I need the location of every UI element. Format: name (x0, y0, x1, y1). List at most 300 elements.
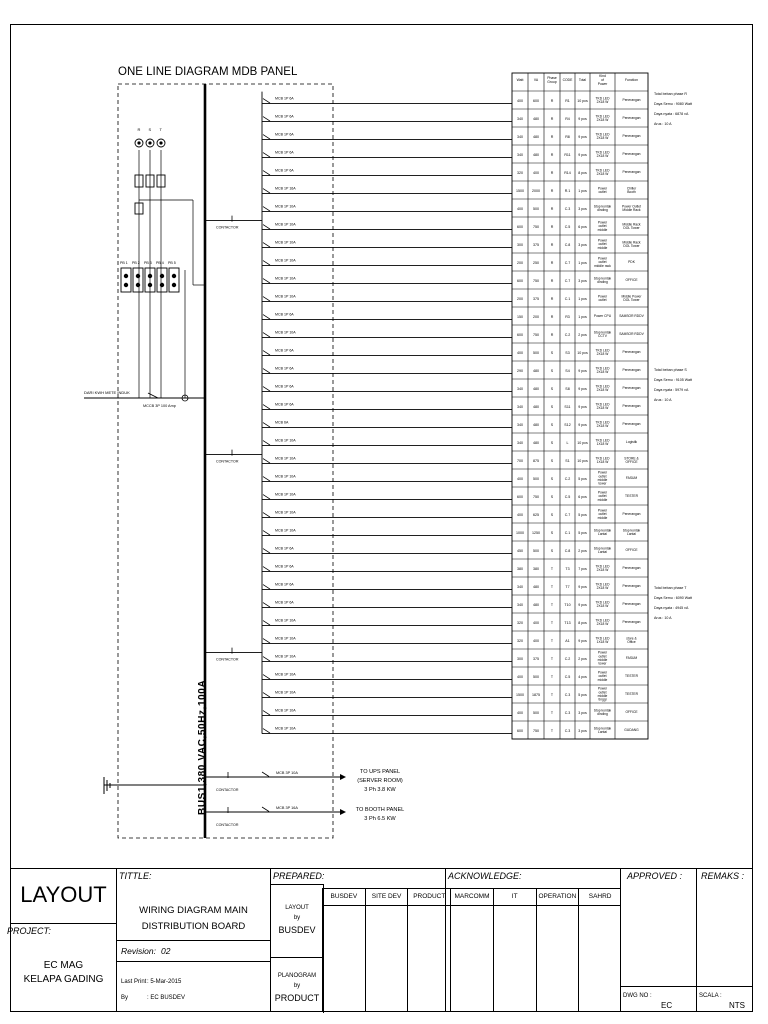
table-cell-32-5: Power outlet middle (597, 670, 608, 682)
feeder-breaker-14: MCB 1P 6A (275, 348, 294, 353)
table-cell-22-6: TESTER (624, 494, 639, 499)
table-cell-5-4: 1 pcs (578, 188, 587, 193)
table-cell-7-3: C.5 (564, 224, 571, 229)
pb-label-5: PB 5 (168, 261, 176, 265)
table-cell-2-0: 340 (517, 134, 523, 139)
table-cell-26-2: T (550, 566, 554, 571)
table-cell-11-3: C.1 (564, 296, 571, 301)
table-cell-15-1: 480 (533, 368, 539, 373)
dwg-label: DWG NO : (623, 993, 652, 999)
table-cell-24-4: 5 pcs (578, 530, 587, 535)
table-cell-29-4: 8 pcs (578, 620, 587, 625)
table-cell-2-4: 9 pcs (578, 134, 587, 139)
table-cell-30-2: T (550, 638, 554, 643)
table-cell-20-0: 700 (517, 458, 523, 463)
pb-box-5 (169, 268, 179, 292)
load-table (512, 73, 648, 739)
table-cell-32-2: T (550, 674, 554, 679)
table-header-6-0: Function (624, 78, 639, 82)
table-cell-31-5: Power outlet middle tower (597, 650, 608, 666)
table-cell-0-6: Penerangan (622, 98, 641, 103)
table-cell-16-1: 480 (533, 386, 539, 391)
phase-note-1-2: Daya nyata : 5979 vA (654, 388, 689, 392)
feeder-breaker-19: MCB 1P 10A (275, 438, 296, 443)
feeder-switch-30 (263, 639, 270, 644)
feeder-switch-35 (263, 729, 270, 734)
table-cell-25-1: 500 (533, 548, 539, 553)
table-cell-8-5: Power outlet middle (597, 238, 608, 250)
table-cell-34-2: T (550, 710, 554, 715)
table-cell-27-3: T7 (565, 584, 570, 589)
remaks-label: REMAKS : (701, 871, 745, 881)
table-cell-15-4: 9 pcs (578, 368, 587, 373)
table-header-5-0: Kind (599, 74, 606, 78)
table-cell-21-3: C.2 (564, 476, 571, 481)
feeder-breaker-16: MCB 1P 6A (275, 384, 294, 389)
table-cell-26-6: Penerangan (622, 566, 641, 571)
table-cell-21-6: FASUM (625, 476, 638, 481)
ack-col-label-6: SAHRD (579, 889, 621, 906)
table-cell-34-5: Stop kontak dinding (593, 708, 612, 716)
table-cell-16-2: S (550, 386, 554, 391)
feeder-switch-23 (263, 513, 270, 518)
table-cell-29-2: T (550, 620, 554, 625)
table-cell-8-6: Middle Rack DOL Tower (622, 240, 641, 248)
table-cell-24-2: S (550, 530, 554, 535)
table-cell-7-1: 750 (533, 224, 539, 229)
table-cell-7-5: Power outlet middle (597, 220, 608, 232)
table-cell-18-0: 340 (517, 422, 523, 427)
project-label: PROJECT: (7, 926, 51, 936)
booth-breaker-label: MCB 3P 16A (276, 806, 298, 810)
ground-symbol (104, 777, 205, 794)
table-cell-24-1: 1250 (532, 530, 540, 535)
pb-box-4 (157, 268, 167, 292)
table-cell-29-0: 320 (517, 620, 523, 625)
feeder-breaker-8: MCB 1P 10A (275, 240, 296, 245)
table-cell-18-6: Penerangan (622, 422, 641, 427)
feeder-switch-18 (263, 423, 270, 428)
incoming-breaker-switch (148, 393, 158, 398)
table-header-5-2: Power (597, 82, 608, 86)
table-cell-13-1: 750 (533, 332, 539, 337)
table-cell-16-5: TKD LED 2X18 W (595, 384, 610, 392)
feeder-breaker-7: MCB 1P 10A (275, 222, 296, 227)
contactor-label-1: CONTACTOR (216, 459, 239, 464)
table-cell-11-4: 1 pcs (578, 296, 587, 301)
pb-label-2: PB 2 (132, 261, 140, 265)
table-cell-4-5: TKD LED 2X18 W (595, 168, 610, 176)
prepared-layout-line-1: LAYOUT (285, 905, 309, 911)
table-cell-7-0: 600 (517, 224, 523, 229)
table-cell-28-2: T (550, 602, 554, 607)
diagram-title: ONE LINE DIAGRAM MDB PANEL (118, 66, 298, 78)
table-cell-9-4: 1 pcs (578, 260, 587, 265)
pb-contact-top-4 (160, 274, 164, 278)
ack-col-5 (536, 888, 579, 1012)
feeder-breaker-22: MCB 1P 10A (275, 492, 296, 497)
phase-note-1-3: Arus : 10 A (654, 398, 672, 402)
feeder-breaker-5: MCB 1P 16A (275, 186, 296, 191)
table-cell-11-2: R (550, 296, 554, 301)
feeder-breaker-6: MCB 1P 10A (275, 204, 296, 209)
table-cell-9-0: 200 (517, 260, 523, 265)
table-cell-14-2: S (550, 350, 554, 355)
table-cell-29-3: T13 (564, 620, 571, 625)
table-cell-24-3: C.1 (564, 530, 571, 535)
feeder-switch-32 (263, 675, 270, 680)
table-cell-25-5: Stop kontak Lantai (593, 546, 612, 554)
table-cell-19-3: L (566, 440, 569, 445)
ack-col-label-3: MARCOMM (451, 889, 493, 906)
table-cell-17-0: 340 (517, 404, 523, 409)
ups-breaker-label: MCB 3P 10A (276, 771, 298, 775)
table-cell-34-0: 400 (517, 710, 523, 715)
table-cell-34-1: 500 (533, 710, 539, 715)
table-cell-3-1: 480 (533, 152, 539, 157)
table-header-5-1: of (601, 78, 604, 82)
phase-lamp-dot-R (137, 141, 140, 144)
pb-contact-bottom-1 (124, 283, 128, 287)
phase-label-T: T (159, 127, 162, 132)
project-name-line-1: EC MAG (43, 960, 84, 971)
feeder-switch-8 (263, 243, 270, 248)
table-cell-22-3: C.5 (564, 494, 571, 499)
table-cell-23-5: Power outlet middle (597, 508, 608, 520)
prepared-divider (271, 957, 323, 958)
table-cell-33-3: C.3 (564, 692, 571, 697)
feeder-breaker-3: MCB 1P 6A (275, 150, 294, 155)
table-cell-30-3: A1 (565, 638, 570, 643)
table-cell-1-1: 480 (533, 116, 539, 121)
feeder-switch-3 (263, 153, 270, 158)
scala-label: SCALA : (699, 993, 722, 999)
feeder-breaker-2: MCB 1P 6A (275, 132, 294, 137)
ack-col-0 (322, 888, 365, 1012)
table-cell-3-4: 9 pcs (578, 152, 587, 157)
feeder-switch-29 (263, 621, 270, 626)
table-cell-4-1: 400 (533, 170, 539, 175)
feeder-breaker-32: MCB 1P 10A (275, 672, 296, 677)
table-cell-20-6: STORE & OFFICE (624, 456, 639, 464)
dwg-divider (620, 986, 753, 987)
table-cell-33-0: 1500 (516, 692, 524, 697)
table-cell-20-1: 875 (533, 458, 539, 463)
table-cell-32-6: TESTER (624, 674, 639, 679)
feeder-switch-10 (263, 279, 270, 284)
table-cell-12-5: Power CPU (593, 314, 612, 319)
feeder-switch-11 (263, 297, 270, 302)
revision-label: Revision: (121, 946, 156, 956)
feeder-breaker-13: MCB 1P 10A (275, 330, 296, 335)
layout-cell (10, 868, 117, 924)
layout-title: LAYOUT (20, 882, 107, 907)
phase-note-0-0: Total beban phase R (654, 92, 687, 96)
table-header-2-1: Group (547, 80, 557, 84)
table-cell-19-5: TKD LED 1X18 W (595, 438, 610, 446)
feeder-switch-22 (263, 495, 270, 500)
feeder-breaker-27: MCB 1P 6A (275, 582, 294, 587)
table-cell-14-6: Penerangan (622, 350, 641, 355)
title-line-1: WIRING DIAGRAM MAIN (139, 905, 248, 916)
table-cell-32-3: C.5 (564, 674, 571, 679)
prepared-label: PREPARED: (273, 871, 325, 881)
feeder-breaker-33: MCB 1P 10A (275, 690, 296, 695)
table-cell-14-5: TKD LED 2X18 W (595, 348, 610, 356)
ack-columns (322, 888, 621, 1012)
table-cell-27-2: T (550, 584, 554, 589)
table-cell-34-4: 3 pcs (578, 710, 587, 715)
table-cell-26-3: T3 (565, 566, 570, 571)
table-cell-1-5: TKD LED 2X18 W (595, 114, 610, 122)
feeder-switch-7 (263, 225, 270, 230)
prepared-plano-line-2: by (293, 983, 301, 989)
booth-text-0: TO BOOTH PANEL (355, 807, 405, 813)
ack-col-6 (578, 888, 621, 1012)
table-cell-21-0: 400 (517, 476, 523, 481)
feeder-switch-13 (263, 333, 270, 338)
feeder-breaker-1: MCB 1P 6A (275, 114, 294, 119)
feeder-breaker-28: MCB 1P 6A (275, 600, 294, 605)
table-cell-6-5: Stop kontak dinding (593, 204, 612, 212)
feeder-switch-17 (263, 405, 270, 410)
table-cell-22-0: 600 (517, 494, 523, 499)
table-cell-18-1: 480 (533, 422, 539, 427)
feeder-breaker-4: MCB 1P 6A (275, 168, 294, 173)
table-cell-5-1: 2000 (532, 188, 540, 193)
table-cell-5-3: R.1 (564, 188, 571, 193)
table-cell-10-5: Stop kontak dinding (593, 276, 612, 284)
table-cell-4-4: 8 pcs (578, 170, 587, 175)
table-cell-2-6: Penerangan (622, 134, 641, 139)
table-cell-11-5: Power outlet (597, 294, 608, 302)
table-cell-17-1: 480 (533, 404, 539, 409)
feeder-switch-20 (263, 459, 270, 464)
table-cell-33-2: T (550, 692, 554, 697)
table-cell-14-0: 400 (517, 350, 523, 355)
table-cell-10-6: OFFICE (625, 278, 638, 283)
last-print-label: Last Print (121, 979, 147, 985)
prepared-sub-column (271, 884, 324, 1013)
table-cell-13-2: R (550, 332, 554, 337)
table-cell-19-4: 10 pcs (577, 440, 588, 445)
table-cell-26-1: 380 (533, 566, 539, 571)
feeder-switch-19 (263, 441, 270, 446)
prepared-layout-line-2: by (293, 915, 301, 921)
table-cell-28-0: 340 (517, 602, 523, 607)
ack-col-label-5: OPERATION (537, 889, 579, 906)
feeder-breaker-25: MCB 1P 6A (275, 546, 294, 551)
table-cell-1-6: Penerangan (622, 116, 641, 121)
last-print-value: : 5-Mar-2015 (147, 979, 182, 985)
table-cell-6-4: 3 pcs (578, 206, 587, 211)
booth-text-1: 3 Ph 6.5 KW (364, 816, 396, 822)
table-cell-11-0: 200 (517, 296, 523, 301)
table-cell-18-5: TKD LED 2X18 W (595, 420, 610, 428)
approved-label: APPROVED : (627, 871, 683, 881)
table-cell-1-2: R (550, 116, 554, 121)
feeder-switch-31 (263, 657, 270, 662)
table-cell-1-4: 9 pcs (578, 116, 587, 121)
feeder-breaker-15: MCB 1P 6A (275, 366, 294, 371)
table-cell-35-4: 3 pcs (578, 728, 587, 733)
ack-col-label-2: PRODUCT (408, 889, 450, 906)
bus-label: BUS1,380 VAC,50Hz,100A (197, 679, 208, 815)
table-cell-23-0: 400 (517, 512, 523, 517)
feeder-switch-16 (263, 387, 270, 392)
table-cell-21-5: Power outlet middle tower (597, 470, 608, 486)
table-cell-6-1: 500 (533, 206, 539, 211)
table-cell-25-4: 2 pcs (578, 548, 587, 553)
table-cell-16-3: S8 (565, 386, 570, 391)
table-cell-5-0: 1500 (516, 188, 524, 193)
incoming-breaker-label: MCCB 3P 100 Amp (143, 404, 176, 408)
dwg-value: EC (661, 1001, 673, 1010)
table-cell-14-1: 500 (533, 350, 539, 355)
feeder-switch-21 (263, 477, 270, 482)
table-cell-1-0: 340 (517, 116, 523, 121)
contactor-label-2: CONTACTOR (216, 657, 239, 662)
feeder-switch-28 (263, 603, 270, 608)
table-cell-27-4: 9 pcs (578, 584, 587, 589)
table-cell-12-0: 150 (517, 314, 523, 319)
table-cell-15-2: S (550, 368, 554, 373)
table-cell-22-1: 750 (533, 494, 539, 499)
phase-lamp-dot-T (159, 141, 162, 144)
feeder-circuits (262, 92, 512, 734)
table-cell-8-0: 300 (517, 242, 523, 247)
phase-note-1-1: Daya Semu : 9105 Watt (654, 378, 693, 382)
feeder-breaker-10: MCB 1P 10A (275, 276, 296, 281)
table-cell-17-2: S (550, 404, 554, 409)
table-cell-31-0: 300 (517, 656, 523, 661)
table-cell-25-0: 450 (517, 548, 523, 553)
table-cell-6-2: R (550, 206, 554, 211)
feeder-breaker-26: MCB 1P 6A (275, 564, 294, 569)
outgoing-panels (205, 769, 404, 827)
revision-value: 02 (161, 946, 171, 956)
table-cell-34-6: OFFICE (625, 710, 638, 715)
pb-label-1: PB 1 (120, 261, 128, 265)
feeder-breaker-17: MCB 1P 6A (275, 402, 294, 407)
table-cell-12-4: 1 pcs (578, 314, 587, 319)
table-cell-23-4: 5 pcs (578, 512, 587, 517)
feeder-breaker-30: MCB 1P 10A (275, 636, 296, 641)
table-cell-27-0: 340 (517, 584, 523, 589)
table-cell-28-3: T10 (564, 602, 571, 607)
by-label: By (121, 995, 129, 1001)
ack-col-label-4: IT (494, 889, 536, 906)
table-cell-25-6: OFFICE (625, 548, 638, 553)
ups-text-0: TO UPS PANEL (359, 769, 401, 775)
revision-row (117, 940, 270, 962)
acknowledge-label: ACKNOWLEDGE: (448, 871, 522, 881)
table-cell-9-6: PDK (628, 260, 635, 265)
table-cell-9-3: C.7 (564, 260, 571, 265)
table-cell-13-0: 600 (517, 332, 523, 337)
table-cell-5-2: R (550, 188, 554, 193)
table-cell-28-1: 480 (533, 602, 539, 607)
table-cell-6-3: C.3 (564, 206, 571, 211)
table-cell-12-6: SAMSOR RDDV (619, 314, 644, 319)
table-cell-0-1: 600 (533, 98, 539, 103)
table-cell-21-4: 5 pcs (578, 476, 587, 481)
pb-contact-bottom-5 (172, 283, 176, 287)
table-cell-17-3: S11 (564, 404, 571, 409)
table-cell-27-5: TKD LED 2X18 W (595, 582, 610, 590)
feeder-switch-14 (263, 351, 270, 356)
feeder-switch-24 (263, 531, 270, 536)
table-header-4-0: Total (578, 78, 587, 82)
table-cell-2-2: R (550, 134, 554, 139)
scala-value: NTS (729, 1001, 745, 1010)
ack-col-1 (365, 888, 408, 1012)
table-cell-20-5: TKD LED 1X18 W (595, 456, 610, 464)
table-cell-16-6: Penerangan (622, 386, 641, 391)
prepared-plano-line-1: PLANOGRAM (277, 973, 317, 979)
feeder-switch-33 (263, 693, 270, 698)
table-cell-19-0: 340 (517, 440, 523, 445)
table-cell-22-2: S (550, 494, 554, 499)
table-cell-18-3: S12 (564, 422, 571, 427)
by-value: : EC BUSDEV (147, 995, 186, 1001)
booth-switch (262, 807, 269, 812)
table-cell-30-1: 400 (533, 638, 539, 643)
phase-note-0-1: Daya Semu : 9080 Watt (654, 102, 693, 106)
feeder-breaker-24: MCB 1P 10A (275, 528, 296, 533)
table-header-2-0: Phase (547, 76, 557, 80)
table-cell-3-5: TKD LED 2X18 W (595, 150, 610, 158)
table-cell-27-1: 480 (533, 584, 539, 589)
title-cell (116, 868, 271, 1012)
ups-text-1: (SERVER ROOM) (357, 778, 403, 784)
table-cell-21-2: S (550, 476, 554, 481)
pb-label-4: PB 4 (156, 261, 164, 265)
table-cell-18-2: S (550, 422, 554, 427)
incoming-label: DARI KWH METE INDUK (84, 390, 130, 395)
table-cell-0-0: 400 (517, 98, 523, 103)
prepared-plano-by: PRODUCT (274, 993, 320, 1003)
title-label: TITTLE: (119, 871, 152, 881)
feeder-switch-6 (263, 207, 270, 212)
pb-label-3: PB 3 (144, 261, 152, 265)
table-cell-33-6: TESTER (624, 692, 639, 697)
booth-contactor-label: CONTACTOR (216, 823, 239, 827)
table-cell-31-3: C.2 (564, 656, 571, 661)
feeder-breaker-35: MCB 1P 10A (275, 726, 296, 731)
table-cell-30-5: TKD LED 1X18 W (595, 636, 610, 644)
booth-arrow (340, 809, 346, 815)
feeder-switch-15 (263, 369, 270, 374)
approved-cell (620, 868, 697, 1012)
remaks-cell (696, 868, 753, 1012)
title-line-2: DISTRIBUTION BOARD (141, 921, 246, 932)
phase-note-2-2: Daya nyata : 4945 vA (654, 606, 689, 610)
contactors (205, 216, 262, 662)
pb-box-2 (133, 268, 143, 292)
feeder-breaker-0: MCB 1P 6A (275, 96, 294, 101)
table-cell-33-4: 5 pcs (578, 692, 587, 697)
table-cell-29-5: TKD LED 2X18 W (595, 618, 610, 626)
table-cell-21-1: 500 (533, 476, 539, 481)
table-cell-12-3: R3 (565, 314, 570, 319)
phase-note-2-3: Arus : 10 A (654, 616, 672, 620)
ack-col-label-1: SITE DEV (366, 889, 408, 906)
feeder-breaker-9: MCB 1P 10A (275, 258, 296, 263)
table-cell-13-4: 2 pcs (578, 332, 587, 337)
table-cell-3-6: Penerangan (622, 152, 641, 157)
table-cell-19-2: S (550, 440, 554, 445)
